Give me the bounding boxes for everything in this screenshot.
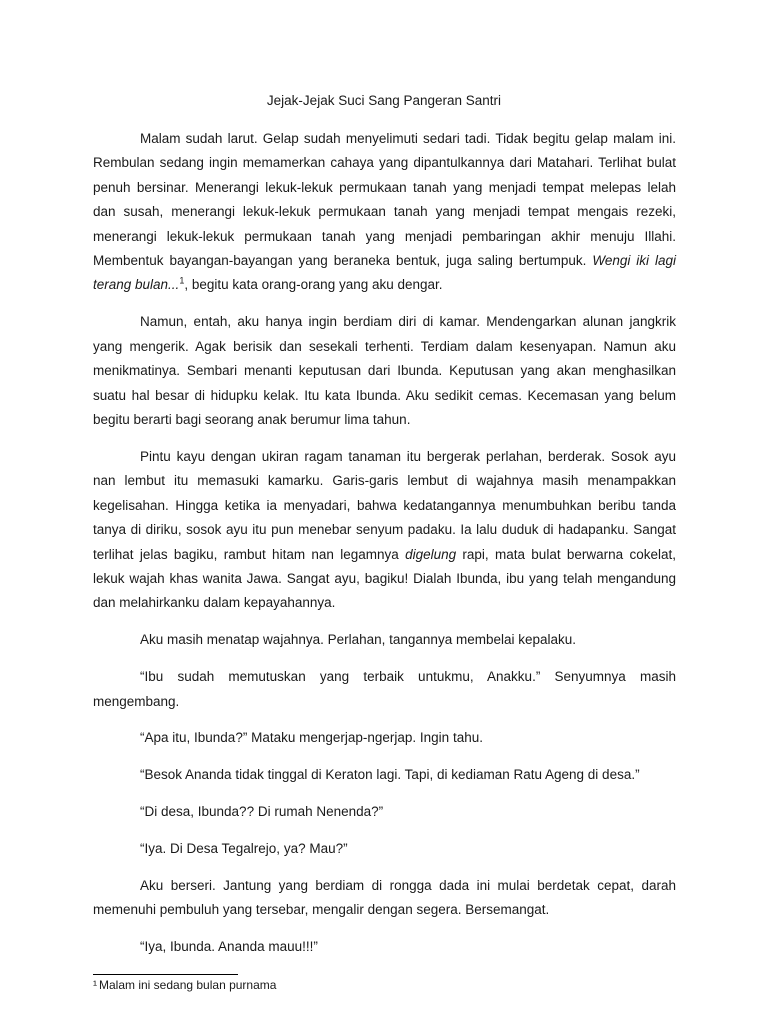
paragraph-10: Aku berseri. Jantung yang berdiam di rongga dada ini mulai berdetak cepat, darah memenuhi pembuluh yang tersebar, mengalir dengan segera. Bersemangat. xyxy=(93,878,676,918)
paragraph-1-italic: Wengi iki lagi terang bulan... xyxy=(93,253,676,293)
footnote xyxy=(93,977,276,993)
paragraph-11: “Iya, Ibunda. Ananda mauu!!!” xyxy=(140,939,318,955)
paragraph-1 xyxy=(93,127,676,298)
paragraph-8: “Di desa, Ibunda?? Di rumah Nenenda?” xyxy=(140,804,384,820)
paragraph-3-italic: digelung xyxy=(405,546,457,562)
paragraph-2: Namun, entah, aku hanya ingin berdiam diri di kamar. Mendengarkan alunan jangkrik yang mengerik. Agak berisik dan sesekali terhenti. Terdiam dalam kesenyapan. Namun aku menikmatinya. Sembari menanti keputusan dari Ibunda. Keputusan yang akan menghasilkan suatu hal besar di hidupku kelak. Itu kata Ibunda. Aku sedikit cemas. Kecemasan yang belum begitu berarti bagi seorang anak berumur lima tahun. xyxy=(93,314,676,427)
paragraph-4: Aku masih menatap wajahnya. Perlahan, tangannya membelai kepalaku. xyxy=(140,632,577,648)
footnote-text: Malam ini sedang bulan purnama xyxy=(99,978,277,992)
paragraph-1-text: Malam sudah larut. Gelap sudah menyelimuti sedari tadi. Tidak begitu gelap malam ini. Rembulan sedang ingin memamerkan cahaya yang dipantulkannya dari Matahari. Terlihat bulat penuh bersinar. Menerangi lekuk-lekuk permukaan tanah yang menjadi tempat melepas lelah dan susah, menerangi lekuk-lekuk permukaan tanah yang menjadi tempat mengais rezeki, menerangi lekuk-lekuk permukaan tanah yang menjadi pembaringan akhir menuju Illahi. Membentuk bayangan-bayangan yang beraneka bentuk, juga saling bertumpuk. xyxy=(93,131,676,269)
paragraph-7: “Besok Ananda tidak tinggal di Keraton lagi. Tapi, di kediaman Ratu Ageng di desa.” xyxy=(140,767,640,783)
footnote-mark: ¹ xyxy=(93,978,97,992)
paragraph-9: “Iya. Di Desa Tegalrejo, ya? Mau?” xyxy=(140,841,348,857)
paragraph-3-text: Pintu kayu dengan ukiran ragam tanaman itu bergerak perlahan, berderak. Sosok ayu nan lembut itu memasuki kamarku. Garis-garis lembut di wajahnya masih menampakkan kegelisahan. Hingga ketika ia menyadari, bahwa kedatangannya menumbuhkan beribu tanda tanya di diriku, sosok ayu itu pun menebar senyum padaku. Ia lalu duduk di hadapanku. Sangat terlihat jelas bagiku, rambut hitam nan legamnya xyxy=(93,448,676,562)
document-body xyxy=(93,127,676,972)
document-title: Jejak-Jejak Suci Sang Pangeran Santri xyxy=(266,93,502,108)
paragraph-5: “Ibu sudah memutuskan yang terbaik untukmu, Anakku.” Senyumnya masih mengembang. xyxy=(93,669,676,709)
paragraph-1-text-end: , begitu kata orang-orang yang aku dengar. xyxy=(184,277,443,293)
paragraph-3 xyxy=(93,445,676,616)
paragraph-6: “Apa itu, Ibunda?” Mataku mengerjap-ngerjap. Ingin tahu. xyxy=(140,730,483,746)
paragraph-3-text-end: rapi, mata bulat berwarna cokelat, lekuk wajah khas wanita Jawa. Sangat ayu, bagiku! Dialah Ibunda, ibu yang telah mengandung dan melahirkanku dalam kepayahannya. xyxy=(93,546,676,611)
footnote-separator xyxy=(93,974,238,975)
footnote-reference: 1 xyxy=(179,275,185,286)
